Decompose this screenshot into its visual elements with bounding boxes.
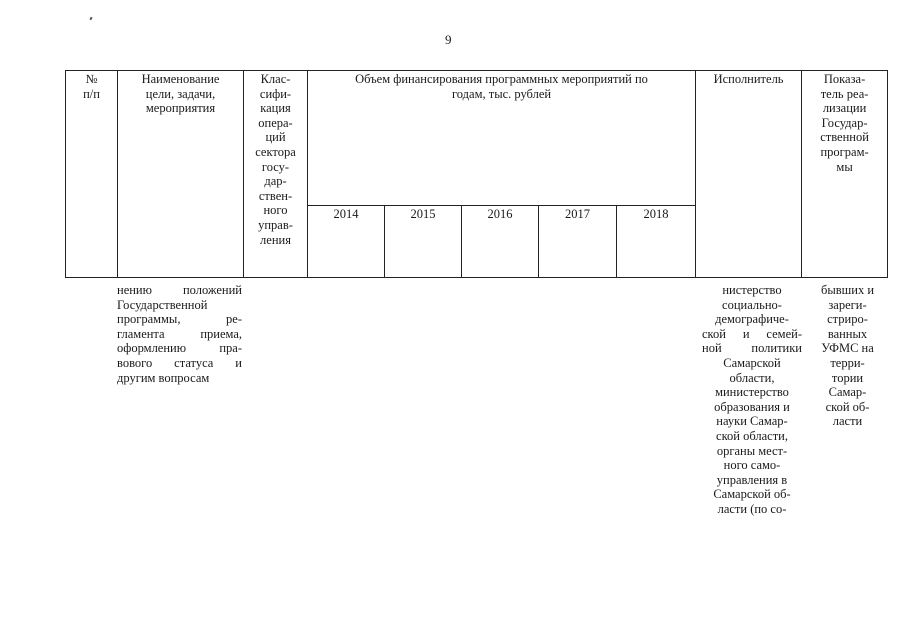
measure-name-line: нению положений (117, 283, 242, 297)
header-col-name-text: Наименование цели, задачи, мероприятия (141, 72, 220, 116)
executor-line: ласти (по со- (717, 501, 787, 516)
executor-line: Самарской об- (713, 487, 791, 502)
executor-line: органы мест- (716, 443, 788, 458)
header-col-executor (696, 71, 802, 278)
header-col-classification (244, 71, 308, 278)
header-col-indicator (802, 71, 888, 278)
header-col-funding (308, 71, 696, 206)
measure-name-line: Государственной (117, 297, 208, 312)
scan-artifact (89, 17, 92, 21)
indicator-line: УФМС на (821, 341, 874, 356)
measure-name-line: вового статуса и (117, 355, 242, 370)
indicator-line: тории (831, 370, 864, 385)
executor-line: управления в (716, 472, 788, 487)
measure-name-line: другим вопросам (117, 370, 210, 385)
header-year-label: 2017 (565, 207, 590, 222)
continued-indicator (811, 283, 884, 429)
header-year-label: 2016 (487, 207, 513, 222)
continued-executor (702, 283, 802, 517)
header-col-number-text: № п/п (83, 72, 100, 101)
indicator-line: стриро- (827, 312, 868, 327)
measure-name-line: программы, ре- (117, 312, 242, 327)
continued-measure-name (117, 283, 242, 385)
executor-line: министерство (715, 385, 789, 400)
header-year-2014 (308, 206, 385, 278)
program-table-header (65, 70, 888, 278)
indicator-line: бывших и (820, 283, 875, 297)
page-number: 9 (445, 32, 452, 47)
indicator-line: терри- (830, 355, 865, 370)
header-year-label: 2014 (333, 207, 359, 222)
indicator-line: Самар- (828, 385, 867, 400)
executor-line: области, (729, 370, 775, 385)
executor-line: нистерство (722, 283, 782, 297)
indicator-line: ванных (827, 326, 868, 341)
header-col-executor-text: Исполнитель (713, 72, 784, 86)
executor-line: ной политики (702, 341, 802, 356)
header-year-2018 (617, 206, 696, 278)
header-year-2016 (462, 206, 539, 278)
executor-line: образования и (714, 399, 790, 414)
measure-name-line: оформлению пра- (117, 341, 242, 356)
executor-line: науки Самар- (716, 414, 788, 429)
header-year-2015 (385, 206, 462, 278)
header-col-name (118, 71, 244, 278)
header-year-label: 2015 (410, 207, 436, 222)
executor-line: ного само- (723, 458, 781, 473)
executor-line: Самарской (723, 355, 781, 370)
header-year-label: 2018 (643, 207, 669, 222)
executor-line: социально- (722, 297, 782, 312)
header-col-number (66, 71, 118, 278)
indicator-line: зареги- (828, 297, 867, 312)
executor-line: ской области, (716, 428, 788, 443)
header-year-2017 (539, 206, 617, 278)
indicator-line: ласти (832, 414, 863, 429)
executor-line: демографиче- (715, 312, 789, 327)
header-col-classification-text: Клас- сифи- кация опера- ций сектора госу- дар- ствен- ного управ- ления (255, 72, 296, 247)
measure-name-line: гламента приема, (117, 326, 242, 341)
indicator-line: ской об- (825, 399, 870, 414)
header-col-funding-text: Объем финансирования программных мероприятий по годам, тыс. рублей (355, 72, 648, 101)
executor-line: ской и семей- (702, 326, 802, 341)
header-col-indicator-text: Показа- тель реа- лизации Государ- ственной програм- мы (820, 72, 869, 174)
